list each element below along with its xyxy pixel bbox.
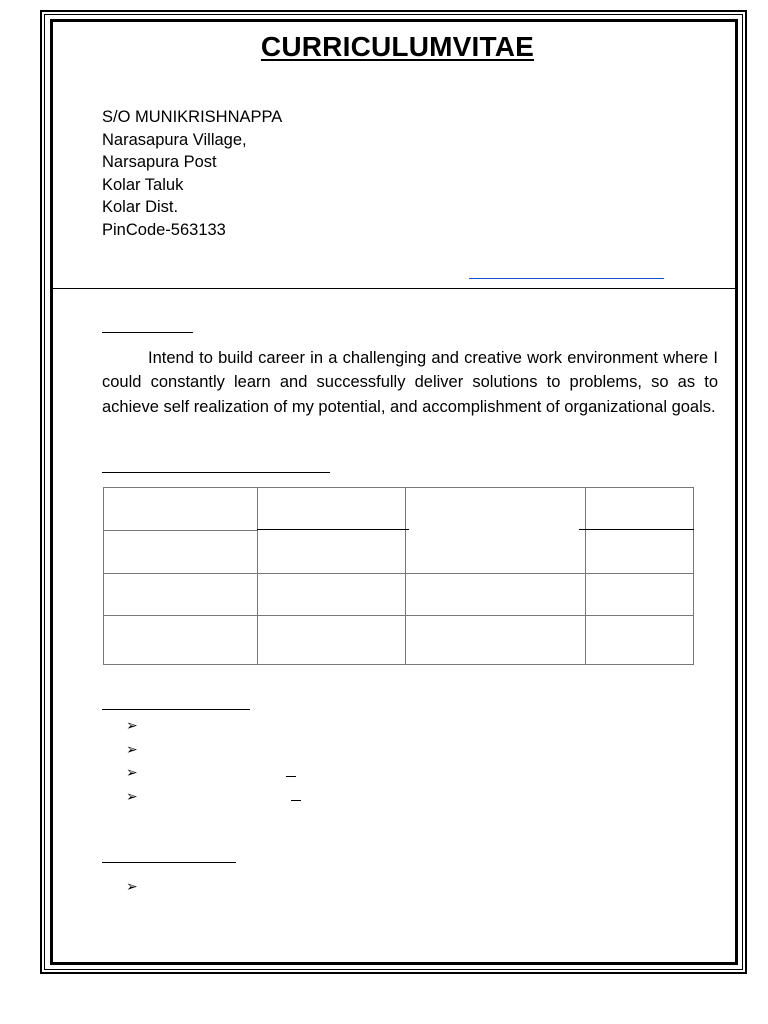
table-column-divider	[257, 488, 258, 664]
bullet-arrow-icon: ➢	[126, 717, 138, 733]
address-line-name: S/O MUNIKRISHNAPPA	[102, 108, 283, 126]
bullet-arrow-icon: ➢	[126, 788, 138, 804]
hobbies-heading-underline	[102, 862, 236, 863]
table-row-divider	[579, 529, 694, 530]
skills-heading-underline	[102, 709, 250, 710]
section-divider	[52, 288, 738, 289]
address-line-post: Narsapura Post	[102, 153, 217, 172]
list-dash	[286, 776, 296, 777]
education-table	[103, 487, 694, 665]
document-title: CURRICULUMVITAE	[260, 31, 535, 62]
table-row-divider	[104, 615, 693, 616]
list-dash	[291, 800, 301, 801]
table-row-divider	[104, 573, 693, 574]
table-column-divider	[405, 488, 406, 664]
table-column-divider	[585, 488, 586, 664]
bullet-arrow-icon: ➢	[126, 878, 138, 894]
table-row-divider	[104, 530, 257, 531]
objective-paragraph	[102, 346, 718, 419]
bullet-arrow-icon: ➢	[126, 741, 138, 757]
address-line-taluk: Kolar Taluk	[102, 175, 184, 194]
address-line-district: Kolar Dist.	[102, 198, 179, 217]
objective-text: Intend to build career in a challenging and creative work environment where I could constantly learn and successfully deliver solutions to problems, so as to achieve self realization of my potential, and accomplishment of organizational goals.	[102, 349, 718, 416]
email-link-underline[interactable]	[469, 278, 664, 279]
education-heading-underline	[102, 472, 330, 473]
objective-heading-underline	[102, 332, 193, 333]
address-line-pincode: PinCode-563133	[102, 220, 226, 239]
address-line-village: Narasapura Village,	[102, 130, 247, 149]
address-block	[102, 106, 282, 242]
bullet-arrow-icon: ➢	[126, 764, 138, 780]
table-row-divider	[257, 529, 409, 530]
